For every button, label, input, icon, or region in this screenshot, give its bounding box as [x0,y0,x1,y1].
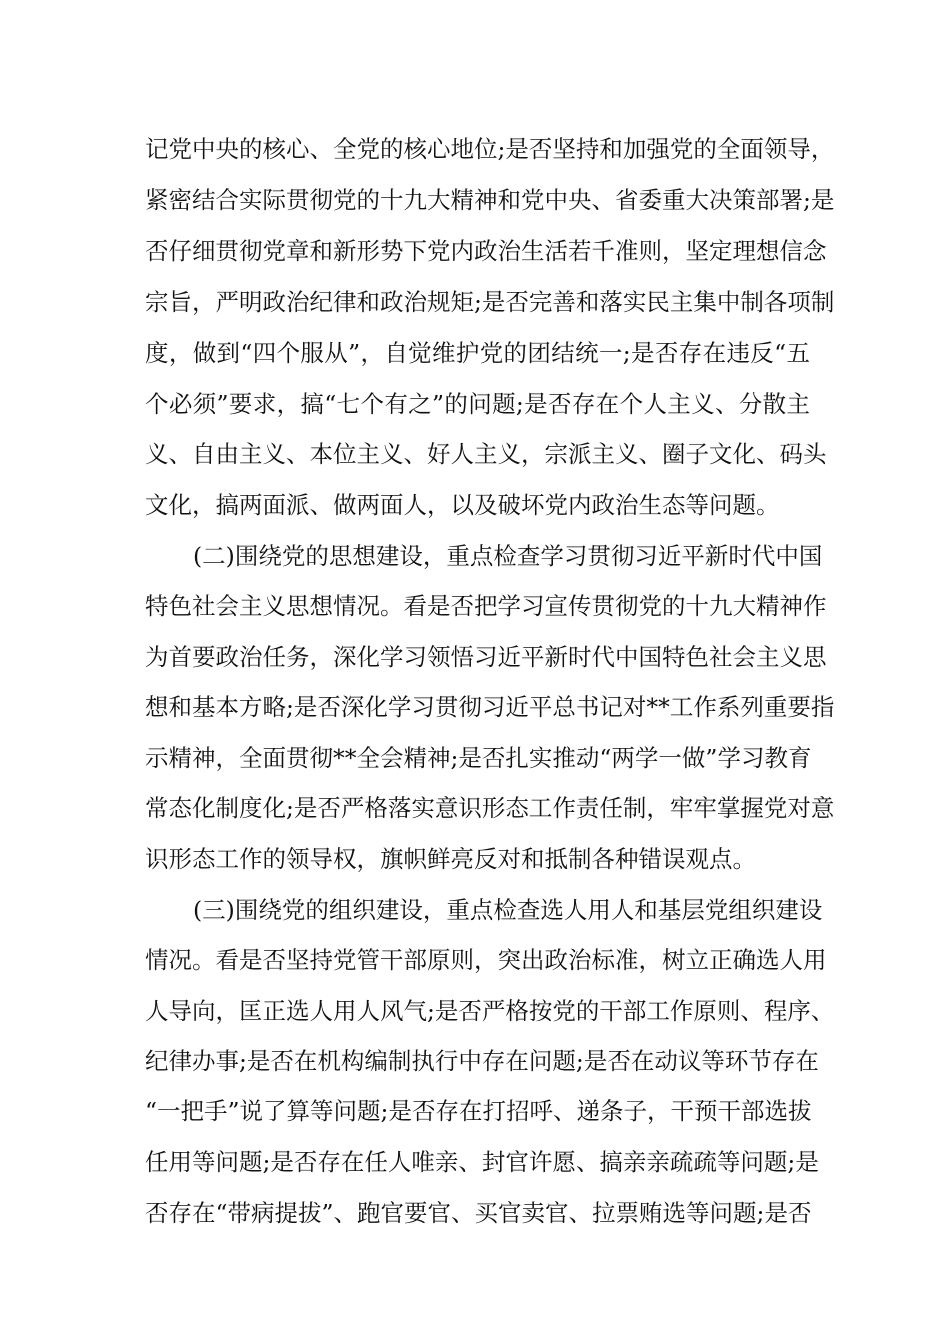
text-line: 示精神，全面贯彻**全会精神;是否扎实推动“两学一做”学习教育 [145,744,812,772]
text-line: 为首要政治任务，深化学习领悟习近平新时代中国特色社会主义思 [145,643,827,671]
text-line: 人导向，匡正选人用人风气;是否严格按党的干部工作原则、程序、 [145,997,835,1025]
text-line: 否仔细贯彻党章和新形势下党内政治生活若千准则，坚定理想信念 [145,237,827,265]
text-line: 义、自由主义、本位主义、好人主义，宗派主义、圈子文化、码头 [145,440,827,468]
text-line: 度，做到“四个服从”，自觉维护党的团结统一;是否存在违反“五 [145,339,810,367]
text-line: 纪律办事;是否在机构编制执行中存在问题;是否在动议等环节存在 [145,1047,819,1075]
text-line: 个必须”要求，搞“七个有之”的问题;是否存在个人主义、分散主 [145,390,810,418]
text-line: 识形态工作的领导权，旗帜鲜亮反对和抵制各种错误观点。 [145,845,756,873]
text-line: “一把手”说了算等问题;是否存在打招呼、递条子，干预干部选拔 [145,1097,812,1125]
section-heading-three: (三)围绕党的组织建设，重点检查选人用人和基层党组织建设 [193,896,823,924]
text-line: 任用等问题;是否存在任人唯亲、封官许愿、搞亲亲疏疏等问题;是 [145,1148,819,1176]
text-line: 特色社会主义思想情况。看是否把学习宣传贯彻党的十九大精神作 [145,592,827,620]
text-line: 常态化制度化;是否严格落实意识形态工作责任制，牢牢掌握党对意 [145,794,835,822]
text-line: 想和基本方略;是否深化学习贯彻习近平总书记对**工作系列重要指 [145,693,835,721]
text-line: 文化，搞两面派、做两面人，以及破坏党内政治生态等问题。 [145,491,780,519]
text-line: 情况。看是否坚持党管干部原则，突出政治标准，树立正确选人用 [145,946,827,974]
text-line: 紧密结合实际贯彻党的十九大精神和党中央、省委重大决策部署;是 [145,186,835,214]
text-line: 否存在“带病提拔”、跑官要官、买官卖官、拉票贿选等问题;是否 [145,1199,812,1227]
text-line: 宗旨，严明政治纪律和政治规矩;是否完善和落实民主集中制各项制 [145,288,835,316]
section-heading-two: (二)围绕党的思想建设，重点检查学习贯彻习近平新时代中国 [193,542,823,570]
text-line: 记党中央的核心、全党的核心地位;是否坚持和加强党的全面领导， [145,135,835,163]
